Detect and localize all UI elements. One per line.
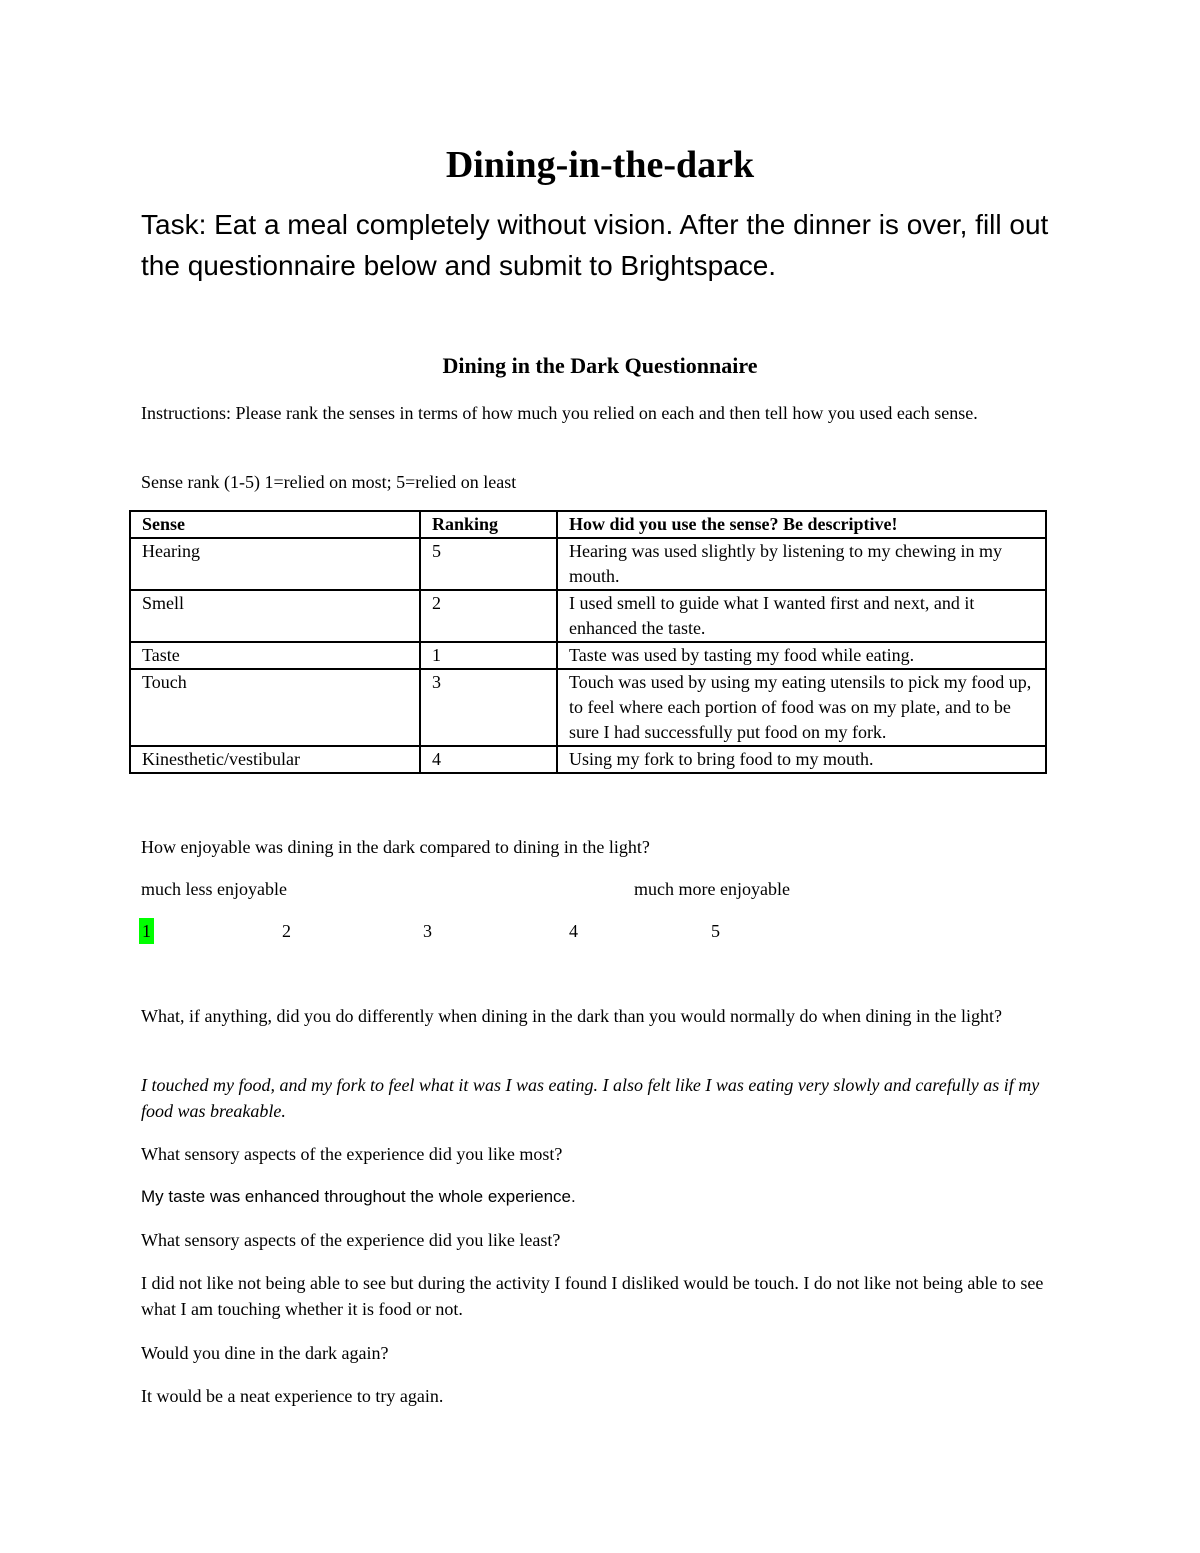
- scale-low-label: much less enjoyable: [141, 879, 287, 899]
- description-cell: I used smell to guide what I wanted first and next, and it enhanced the taste.: [557, 590, 1046, 642]
- question-like-most: What sensory aspects of the experience did you like most?: [141, 1144, 563, 1164]
- sense-cell: Touch: [130, 669, 420, 746]
- scale-option-4[interactable]: 4: [569, 921, 578, 941]
- header-sense: Sense: [130, 511, 420, 538]
- senses-table: [129, 510, 1047, 774]
- description-cell: Taste was used by tasting my food while eating.: [557, 642, 1046, 669]
- question-like-least: What sensory aspects of the experience did you like least?: [141, 1230, 561, 1250]
- description-cell: Touch was used by using my eating utensils to pick my food up, to feel where each portion of food was on my plate, and to be sure I had successfully put food on my fork.: [557, 669, 1046, 746]
- ranking-cell: 3: [420, 669, 557, 746]
- questionnaire-title: Dining in the Dark Questionnaire: [442, 353, 758, 378]
- sense-cell: Taste: [130, 642, 420, 669]
- answer-like-least: I did not like not being able to see but during the activity I found I disliked would be touch. I do not like not being able to see what I am touching whether it is food or not.: [141, 1273, 1044, 1319]
- table-row: [130, 590, 1046, 642]
- answer-dine-again: It would be a neat experience to try again.: [141, 1386, 444, 1406]
- task-description: Task: Eat a meal completely without vision. After the dinner is over, fill out the questionnaire below and submit to Brightspace.: [141, 209, 1049, 281]
- table-header-row: [130, 511, 1046, 538]
- table-row: [130, 669, 1046, 746]
- answer-differently: I touched my food, and my fork to feel what it was I was eating. I also felt like I was eating very slowly and carefully as if my food was breakable.: [141, 1075, 1040, 1121]
- scale-option-3[interactable]: 3: [423, 921, 432, 941]
- answer-like-most: My taste was enhanced throughout the whole experience.: [141, 1187, 576, 1206]
- description-cell: Hearing was used slightly by listening to my chewing in my mouth.: [557, 538, 1046, 590]
- sense-cell: Smell: [130, 590, 420, 642]
- sense-cell: Kinesthetic/vestibular: [130, 746, 420, 773]
- header-ranking: Ranking: [420, 511, 557, 538]
- enjoyment-question: How enjoyable was dining in the dark compared to dining in the light?: [141, 837, 650, 857]
- scale-option-5[interactable]: 5: [711, 921, 720, 941]
- instructions-text: Instructions: Please rank the senses in terms of how much you relied on each and then tell how you used each sense.: [141, 403, 978, 423]
- scale-option-2[interactable]: 2: [282, 921, 291, 941]
- ranking-cell: 5: [420, 538, 557, 590]
- description-cell: Using my fork to bring food to my mouth.: [557, 746, 1046, 773]
- scale-high-label: much more enjoyable: [634, 879, 790, 899]
- ranking-cell: 2: [420, 590, 557, 642]
- sense-cell: Hearing: [130, 538, 420, 590]
- table-row: [130, 746, 1046, 773]
- ranking-cell: 1: [420, 642, 557, 669]
- table-row: [130, 642, 1046, 669]
- rank-note: Sense rank (1-5) 1=relied on most; 5=relied on least: [141, 472, 517, 492]
- scale-option-1[interactable]: 1: [139, 918, 154, 944]
- header-description: How did you use the sense? Be descriptive!: [557, 511, 1046, 538]
- document-title: Dining-in-the-dark: [445, 144, 755, 186]
- table-row: [130, 538, 1046, 590]
- ranking-cell: 4: [420, 746, 557, 773]
- question-differently: What, if anything, did you do differently when dining in the dark than you would normally do when dining in the light?: [141, 1006, 1003, 1026]
- question-dine-again: Would you dine in the dark again?: [141, 1343, 389, 1363]
